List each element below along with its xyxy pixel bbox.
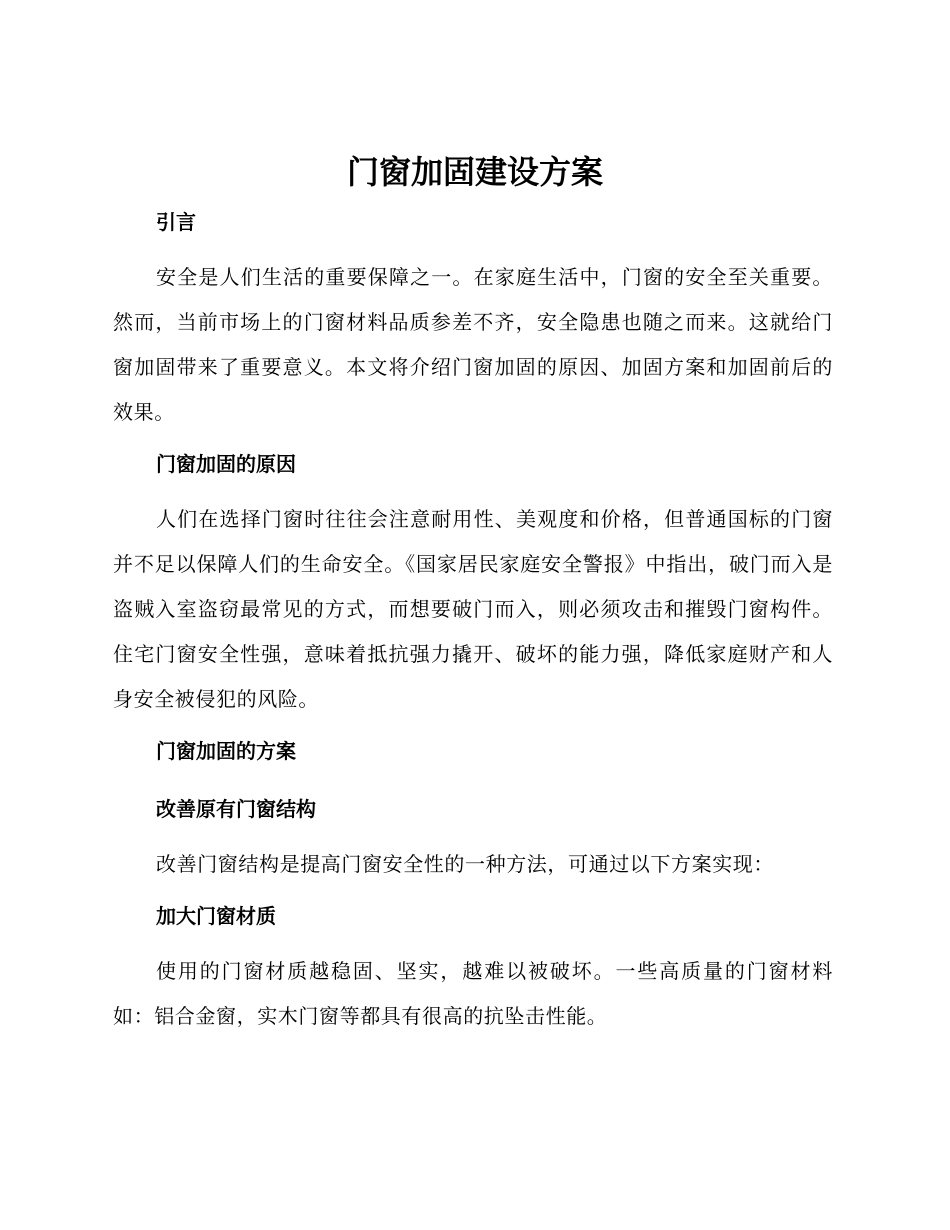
document-body [113, 205, 833, 1039]
document-title: 门窗加固建设方案 [346, 153, 603, 191]
intro-paragraph: 安全是人们生活的重要保障之一。在家庭生活中，门窗的安全至关重要。然而，当前市场上的门窗材料品质参差不齐，安全隐患也随之而来。这就给门窗加固带来了重要意义。本文将介绍门窗加固的原因、加固方案和加固前后的效果。 [113, 265, 833, 424]
reason-heading: 门窗加固的原因 [156, 452, 296, 476]
intro-heading: 引言 [156, 210, 196, 234]
plan-heading: 门窗加固的方案 [156, 739, 296, 763]
structure-paragraph: 改善门窗结构是提高门窗安全性的一种方法，可通过以下方案实现： [156, 852, 774, 876]
material-paragraph: 使用的门窗材质越稳固、坚实，越难以被破坏。一些高质量的门窗材料如：铝合金窗，实木门窗等都具有很高的抗坠击性能。 [113, 959, 833, 1028]
reason-paragraph: 人们在选择门窗时往往会注意耐用性、美观度和价格，但普通国标的门窗并不足以保障人们的生命安全。《国家居民家庭安全警报》中指出，破门而入是盗贼入室盗窃最常见的方式，而想要破门而入，则必须攻击和摧毁门窗构件。住宅门窗安全性强，意味着抵抗强力撬开、破坏的能力强，降低家庭财产和人身安全被侵犯的风险。 [113, 507, 833, 711]
structure-heading: 改善原有门窗结构 [156, 797, 316, 821]
material-heading: 加大门窗材质 [156, 904, 276, 928]
